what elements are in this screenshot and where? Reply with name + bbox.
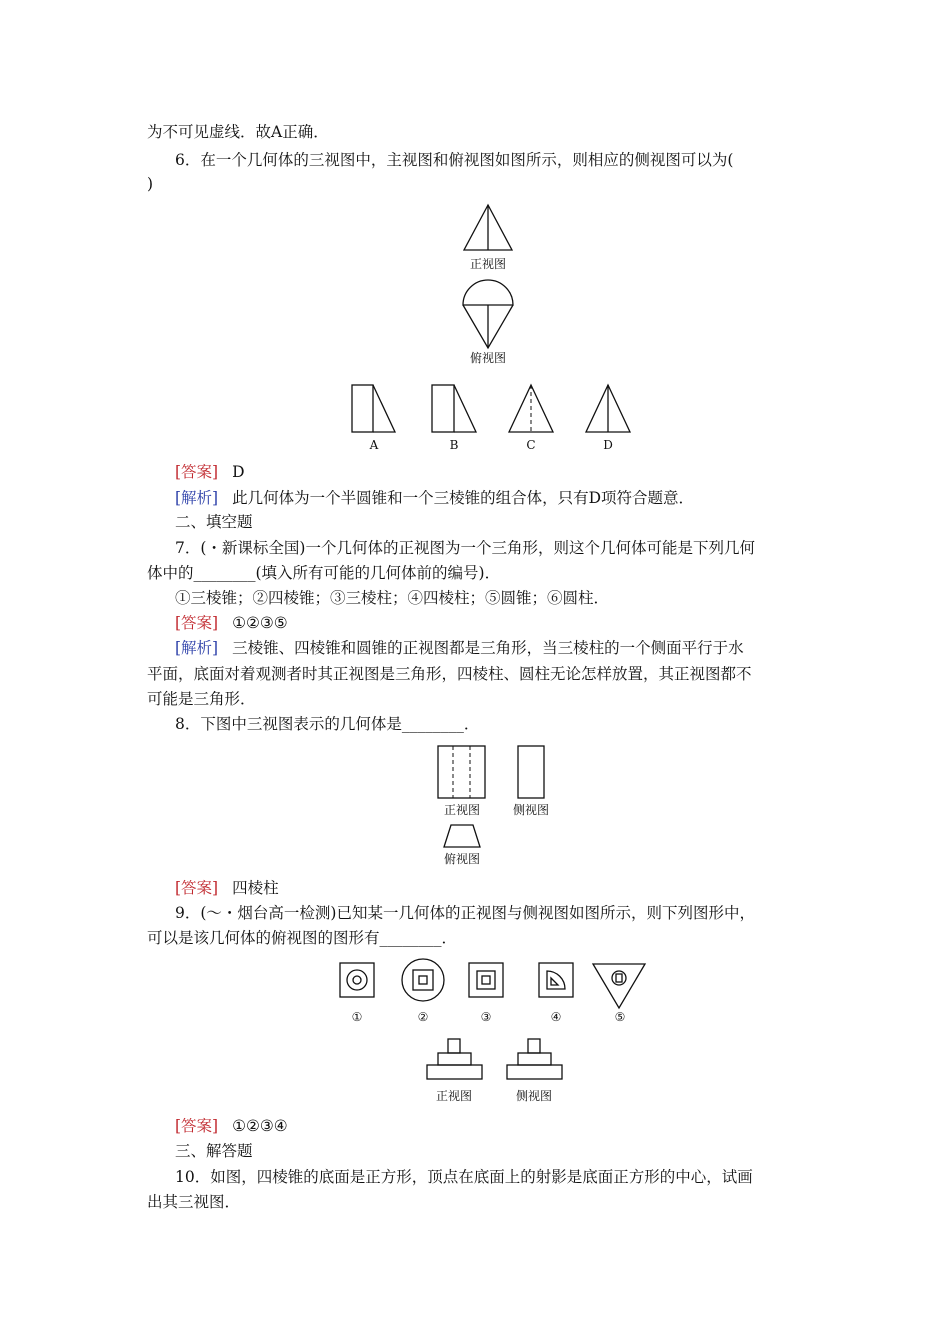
label-side-view: 侧视图 bbox=[515, 1089, 553, 1103]
label-option-b: B bbox=[449, 438, 459, 452]
analysis-7-cont2: 可能是三角形． bbox=[147, 690, 256, 708]
label-top-view: 俯视图 bbox=[443, 852, 481, 866]
question-9: 9．(～・烟台高一检测)已知某一几何体的正视图与侧视图如图所示，则下列图形中， bbox=[175, 904, 755, 922]
label-option-2: ② bbox=[417, 1010, 429, 1024]
figure-q6 bbox=[340, 200, 630, 460]
answer-6-value: D bbox=[232, 463, 245, 481]
label-front-view: 正视图 bbox=[443, 803, 481, 817]
figure-q8 bbox=[430, 744, 560, 869]
label-top-view: 俯视图 bbox=[469, 351, 507, 365]
label-option-a: A bbox=[369, 438, 379, 452]
question-10: 10．如图，四棱锥的底面是正方形，顶点在底面上的射影是底面正方形的中心，试画 bbox=[175, 1168, 753, 1186]
question-7-cont: 体中的________(填入所有可能的几何体前的编号)． bbox=[147, 564, 501, 582]
answer-9-value: ①②③④ bbox=[232, 1117, 288, 1135]
label-option-3: ③ bbox=[480, 1010, 492, 1024]
question-7-options: ①三棱锥；②四棱锥；③三棱柱；④四棱柱；⑤圆锥；⑥圆柱． bbox=[175, 589, 610, 607]
answer-tag: [答案] bbox=[175, 879, 219, 897]
front-view-rect bbox=[438, 746, 485, 798]
option-b-rect bbox=[432, 385, 454, 432]
question-9-cont: 可以是该几何体的俯视图的图形有________． bbox=[147, 929, 458, 947]
label-option-4: ④ bbox=[550, 1010, 562, 1024]
question-7: 7．(・新课标全国)一个几何体的正视图为一个三角形，则这个几何体可能是下列几何 bbox=[175, 539, 755, 557]
option-2-shape bbox=[402, 959, 444, 1001]
answer-7 bbox=[175, 613, 288, 633]
label-front-view: 正视图 bbox=[435, 1089, 473, 1103]
answer-7-value: ①②③⑤ bbox=[232, 614, 288, 632]
label-option-5: ⑤ bbox=[614, 1010, 626, 1024]
question-8: 8．下图中三视图表示的几何体是________． bbox=[175, 715, 480, 733]
option-1-shape bbox=[340, 963, 374, 997]
answer-9 bbox=[175, 1116, 288, 1136]
analysis-6 bbox=[175, 488, 694, 508]
analysis-tag: [解析] bbox=[175, 489, 219, 507]
answer-8 bbox=[175, 878, 279, 898]
section-fill-blank: 二、填空题 bbox=[175, 513, 253, 531]
top-view-semicircle bbox=[463, 280, 513, 305]
text-line: 为不可见虚线．故A正确． bbox=[147, 123, 329, 141]
analysis-7-text: 三棱锥、四棱锥和圆锥的正视图都是三角形，当三棱柱的一个侧面平行于水 bbox=[232, 639, 744, 657]
analysis-6-text: 此几何体为一个半圆锥和一个三棱锥的组合体，只有D项符合题意． bbox=[232, 489, 695, 507]
option-3-shape bbox=[469, 963, 503, 997]
top-view-trapezoid bbox=[444, 825, 480, 847]
front-view-base bbox=[427, 1065, 482, 1079]
label-front-view: 正视图 bbox=[469, 257, 507, 271]
side-view-base bbox=[507, 1065, 562, 1079]
section-solve: 三、解答题 bbox=[175, 1142, 253, 1160]
label-option-d: D bbox=[603, 438, 613, 452]
answer-tag: [答案] bbox=[175, 1117, 219, 1135]
analysis-7-cont: 平面，底面对着观测者时其正视图是三角形，四棱柱、圆柱无论怎样放置，其正视图都不 bbox=[147, 665, 752, 683]
analysis-7 bbox=[175, 638, 744, 658]
question-6-cont: ) bbox=[147, 175, 154, 193]
label-option-c: C bbox=[526, 438, 536, 452]
answer-tag: [答案] bbox=[175, 614, 219, 632]
label-option-1: ① bbox=[351, 1010, 363, 1024]
answer-tag: [答案] bbox=[175, 463, 219, 481]
question-6: 6．在一个几何体的三视图中，主视图和俯视图如图所示，则相应的侧视图可以为( bbox=[175, 151, 734, 169]
side-view-rect bbox=[518, 746, 544, 798]
option-4-shape bbox=[539, 963, 573, 997]
answer-8-value: 四棱柱 bbox=[232, 879, 279, 897]
option-a-rect bbox=[352, 385, 373, 432]
figure-q9 bbox=[335, 958, 650, 1108]
analysis-tag: [解析] bbox=[175, 639, 219, 657]
label-side-view: 侧视图 bbox=[512, 803, 550, 817]
answer-6 bbox=[175, 462, 245, 482]
question-10-cont: 出其三视图． bbox=[147, 1193, 241, 1211]
